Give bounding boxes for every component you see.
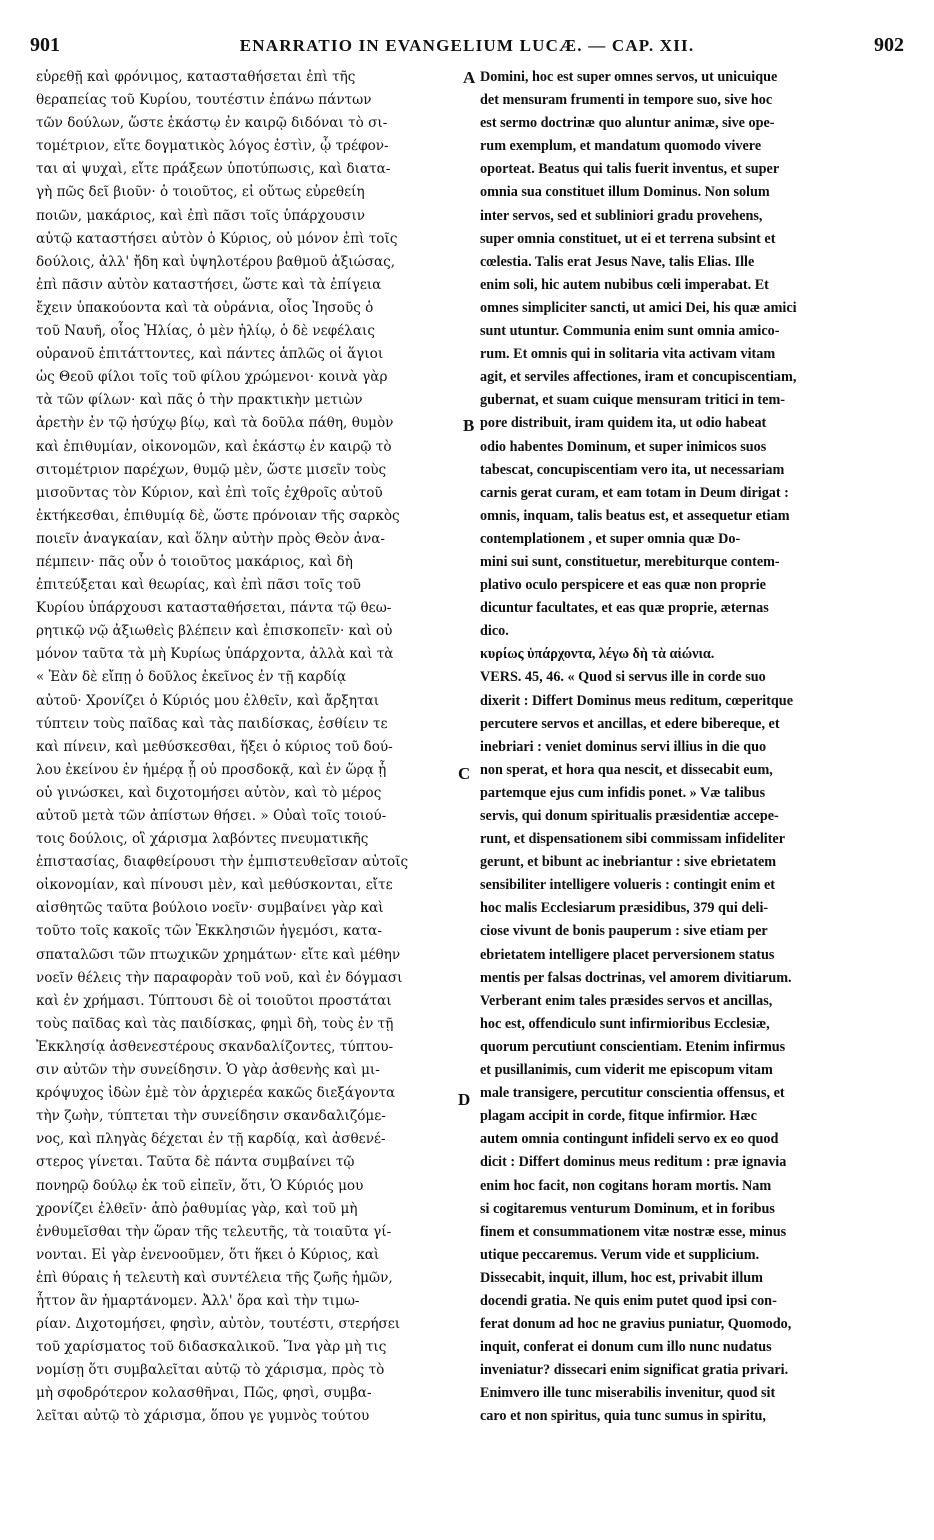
text-line: καὶ ἐν χρήμασι. Τύπτουσι δὲ οἱ τοιοῦτοι προστάται [36,992,392,1009]
text-line: pore distribuit, iram quidem ita, ut odio habeat [480,415,767,432]
text-line: ρίαν. Διχοτομήσει, φησὶν, αὐτὸν, τουτέστι, στερήσει [36,1316,401,1333]
text-line: oporteat. Beatus qui talis fuerit inventus, et super [480,161,780,178]
text-line: autem omnia contingunt infideli servo ex eo quod [480,1131,779,1148]
text-line: τὴν ζωὴν, τύπτεται τὴν συνείδησιν σκανδαλιζόμε- [36,1108,386,1125]
text-line: inter servos, sed et subliniori gradu provehens, [480,207,763,224]
text-line: ferat donum ad hoc ne gravius puniatur, Quomodo, [480,1316,792,1333]
text-line: κρόψυχος ἰδὼν ἐμὲ τὸν ἀρχιερέα κακῶς διεξάγοντα [36,1085,396,1102]
text-line: si cogitaremus venturum Dominum, et in foribus [480,1200,775,1217]
text-line: τομέτριον, εἴτε δογματικὸς λόγος ἐστὶν, ᾧ τρέφον- [36,138,389,155]
text-line: ὡς Θεοῦ φίλοι τοῖς τοῦ φίλου χρώμενοι· κοινὰ γὰρ [36,369,388,386]
text-line: ρητικῷ νῷ ἀξιωθεὶς βλέπειν καὶ ἐπισκοπεῖν· καὶ οὐ [36,623,393,640]
text-line: dixerit : Differt Dominus meus reditum, cœperitque [480,692,793,709]
text-line: σπαταλῶσι τῶν πτωχικῶν χρημάτων· εἴτε καὶ μέθην [36,946,401,963]
text-line: plagam accipit in corde, fitque infirmior. Hæc [480,1108,757,1125]
text-line: νοεῖν θέλεις τὴν παραφορὰν τοῦ νοῦ, καὶ ἐν δόγμασι [36,969,403,986]
margin-marker-a: A [463,68,476,87]
text-line: ται αἱ ψυχαὶ, εἴτε πράξεων ὑποτύπωσις, καὶ διατα- [36,161,391,178]
text-line: est sermo doctrinæ quo aluntur animæ, sive ope- [480,115,775,132]
running-title: ENARRATIO IN EVANGELIUM LUCÆ. — CAP. XII. [239,36,695,55]
text-line: percutere servos et ancillas, et edere bibereque, et [480,715,780,732]
text-line: πονηρῷ δούλῳ ἐκ τοῦ εἰπεῖν, ὅτι, Ὁ Κύριός μου [36,1177,364,1194]
text-line: νονται. Εἰ γὰρ ἐνενοοῦμεν, ὅτι ἥκει ὁ Κύριος, καὶ [36,1246,380,1263]
text-line: dico. [480,623,509,640]
text-line: οὐ γινώσκει, καὶ διχοτομήσει αὐτὸν, καὶ τὸ μέρος [36,784,382,801]
text-line: quorum percutiunt conscientiam. Etenim infirmus [480,1038,786,1055]
text-line: αἰσθητῶς ταῦτα βούλοιο νοεῖν· συμβαίνει γὰρ καὶ [36,900,384,917]
text-line: carnis gerat curam, et eam totam in Deum dirigat : [480,484,789,501]
text-line: tabescat, concupiscentiam vero ita, ut necessariam [480,461,785,478]
text-line: ἐκτήκεσθαι, ἐπιθυμίᾳ δὲ, ὥστε πρόνοιαν τῆς σαρκὸς [36,507,400,524]
text-line: sunt utuntur. Communia enim sunt omnia amico- [480,323,780,340]
text-line: τῶν δούλων, ὥστε ἑκάστῳ ἐν καιρῷ διδόναι τὸ σι- [36,115,388,132]
text-line: ἀρετὴν ἐν τῷ ἡσύχῳ βίῳ, καὶ τὰ δοῦλα πάθη, θυμὸν [36,415,394,432]
text-line: τὰ τῶν φίλων· καὶ πᾶς ὁ τὴν πρακτικὴν μετιὼν [36,392,363,409]
text-line: ἐπὶ θύραις ἡ τελευτὴ καὶ συντέλεια τῆς ζωῆς ἡμῶν, [36,1269,393,1286]
text-line: et pusillanimis, cum viderit me episcopum vitam [480,1062,773,1079]
text-line: omnes simpliciter sancti, ut amici Dei, his quæ amici [480,299,797,316]
text-line: μὴ σφοδρότερον κολασθῆναι, Πῶς, φησὶ, συμβα- [36,1385,372,1402]
text-line: dicuntur facultates, et eas quæ proprie, æternas [480,600,769,617]
text-line: αὐτοῦ· Χρονίζει ὁ Κύριός μου ἐλθεῖν, καὶ ἄρξηται [36,692,380,709]
text-line: gerunt, et bibunt ac inebriantur : sive ebrietatem [480,854,777,871]
text-line: ciose vivunt de bonis pauperum : sive etiam per [480,923,768,940]
text-line: dicit : Differt dominus meus reditum : præ ignavia [480,1154,787,1171]
text-line: cœlestia. Talis erat Jesus Nave, talis Elias. Ille [480,253,755,270]
latin-column [480,66,900,1429]
text-line: εὑρεθῇ καὶ φρόνιμος, κατασταθήσεται ἐπὶ τῆς [36,69,356,85]
text-line: μόνον ταῦτα τὰ μὴ Κυρίως ὑπάρχοντα, ἀλλὰ καὶ τὰ [36,646,394,663]
text-line: omnis, inquam, talis beatus est, et assequetur etiam [480,507,790,524]
text-line: Ἐκκλησίᾳ ἀσθενεστέρους σκανδαλίζοντες, τύπτου- [36,1038,394,1055]
text-line: inquit, conferat ei donum cum illo nunc nudatus [480,1339,772,1356]
text-line: docendi gratia. Ne quis enim putet quod ipsi con- [480,1292,777,1309]
text-line: σιτομέτριον παρέχων, θυμῷ μὲν, ὥστε μισεῖν τοὺς [36,461,387,478]
text-line: Domini, hoc est super omnes servos, ut unicuique [480,69,778,85]
text-line: VERS. 45, 46. « Quod si servus ille in corde suo [480,669,766,686]
text-line: inebriari : veniet dominus servi illius in die quo [480,738,767,755]
page-number-right: 902 [874,34,904,56]
text-line: gubernat, et suam cuique mensuram tritici in tem- [480,392,785,409]
text-line: partemque ejus cum infidis ponet. » Væ talibus [480,784,766,801]
text-line: ἐπιστασίας, διαφθείρουσι τὴν ἐμπιστευθεῖσαν αὐτοῖς [36,854,409,871]
text-line: utique peccaremus. Verum vide et supplicium. [480,1246,760,1263]
text-line: plativo oculo perspicere et eas quæ non proprie [480,577,766,594]
text-line: αὐτῷ καταστήσει αὐτὸν ὁ Κύριος, οὐ μόνον ἐπὶ τοῖς [36,230,398,247]
text-line: γὴ πῶς δεῖ βιοῦν· ὁ τοιοῦτος, εἰ οὕτως εὑρεθείη [36,184,365,201]
text-line: τοὺς παῖδας καὶ τὰς παιδίσκας, φημὶ δὴ, τοὺς ἐν τῇ [36,1015,394,1032]
text-line: ἔχειν ὑπακούοντα καὶ τὰ οὐράνια, οἷος Ἰησοῦς ὁ [36,299,374,316]
text-line: hoc malis Ecclesiarum præsidibus, 379 qui deli- [480,900,769,917]
greek-column [36,66,460,1429]
text-line: τοῦ χαρίσματος τοῦ διδασκαλικοῦ. Ἵνα γὰρ μὴ τις [36,1339,387,1356]
text-line: μισοῦντας τὸν Κύριον, καὶ ἐπὶ τοῖς ἐχθροῖς αὐτοῦ [36,484,383,501]
text-line: omnia sua constituet illum Dominus. Non solum [480,184,770,201]
text-line: rum exemplum, et mandatum quomodo vivere [480,138,762,155]
text-line: θεραπείας τοῦ Κυρίου, τουτέστιν ἐπάνω πάντων [36,92,372,109]
text-line: οὐρανοῦ ἐπιτάττοντες, καὶ πάντες ἁπλῶς οἱ ἅγιοι [36,346,384,363]
text-line: στερος γίνεται. Ταῦτα δὲ πάντα συμβαίνει τῷ [36,1154,355,1171]
text-line: νομίσῃ ὅτι συμβαλεῖται αὐτῷ τὸ χάρισμα, πρὸς τὸ [36,1362,385,1379]
text-line: caro et non spiritus, quia tunc sumus in spiritu, [480,1408,766,1425]
text-line: « Ἐὰν δὲ εἴπῃ ὁ δοῦλος ἐκεῖνος ἐν τῇ καρδίᾳ [36,669,347,686]
text-line: ebrietatem intelligere placet perversionem status [480,946,775,963]
margin-marker-b: B [463,416,475,435]
text-line: det mensuram frumenti in tempore suo, sive hoc [480,92,773,109]
text-line: χρονίζει ἐλθεῖν· ἀπὸ ῥαθυμίας γὰρ, καὶ τοῦ μὴ [36,1200,358,1217]
text-line: καὶ πίνειν, καὶ μεθύσκεσθαι, ἥξει ὁ κύριος τοῦ δού- [36,738,393,755]
margin-marker-c: C [458,764,471,783]
text-line: finem et consummationem vitæ nostræ esse, minus [480,1223,787,1240]
text-line: mentis per falsas doctrinas, vel amorem divitiarum. [480,969,792,986]
text-line: super omnia constituet, ut ei et terrena subsint et [480,230,776,247]
text-line: Κυρίου ὑπάρχουσι κατασταθήσεται, πάντα τῷ θεω- [36,600,392,617]
text-line: mini sui sunt, constituetur, merebiturque contem- [480,553,780,570]
text-line: νος, καὶ πληγὰς δέχεται ἐν τῇ καρδίᾳ, καὶ ἀσθενέ- [36,1131,386,1148]
text-line: πέμπειν· πᾶς οὖν ὁ τοιοῦτος μακάριος, καὶ δὴ [36,553,353,570]
text-line: odio habentes Dominum, et super inimicos suos [480,438,767,455]
text-line: hoc est, offendiculo sunt infirmioribus Ecclesiæ, [480,1015,770,1032]
text-line: male transigere, percutitur conscientia offensus, et [480,1085,785,1102]
text-line: ἧττον ἂν ἡμαρτάνομεν. Ἀλλ' ὅρα καὶ τὴν τιμω- [36,1292,360,1309]
text-line: σιν αὐτῶν τὴν συνείδησιν. Ὁ γὰρ ἀσθενὴς καὶ μι- [36,1062,380,1079]
text-line: τοῦτο τοῖς κακοῖς τῶν Ἐκκλησιῶν ἡγεμόσι, κατα- [36,923,382,940]
text-line: λεῖται αὐτῷ τὸ χάρισμα, ὅπου γε γυμνὸς τούτου [36,1408,370,1425]
text-line: τύπτειν τοὺς παῖδας καὶ τὰς παιδίσκας, ἐσθίειν τε [36,715,388,732]
text-line: contemplationem , et super omnia quæ Do- [480,530,741,547]
text-line: κυρίως ὑπάρχοντα, λέγω δὴ τὰ αἰώνια. [480,646,715,663]
text-line: ποιῶν, μακάριος, καὶ ἐπὶ πᾶσι τοῖς ὑπάρχουσιν [36,207,366,224]
text-line: sensibiliter intelligere volueris : contingit enim et [480,877,776,894]
text-line: rum. Et omnis qui in solitaria vita activam vitam [480,346,776,363]
text-line: servis, qui donum spiritualis præsidentiæ accepe- [480,808,779,824]
text-line: τοῦ Ναυῆ, οἷος Ἠλίας, ὁ μὲν ἡλίῳ, ὁ δὲ νεφέλαις [36,323,375,340]
text-line: enim soli, hic autem nubibus cœli imperabat. Et [480,276,769,293]
margin-marker-d: D [458,1090,471,1109]
text-line: runt, et dispensationem sibi commissam infideliter [480,831,786,848]
text-line: Enimvero ille tunc miserabilis invenitur, quod sit [480,1385,776,1402]
text-line: non sperat, et hora qua nescit, et dissecabit eum, [480,761,773,778]
text-line: ἐπιτεύξεται καὶ θεωρίας, καὶ ἐπὶ πᾶσι τοῖς τοῦ [36,577,361,594]
text-line: inveniatur? dissecari enim significat gratia privari. [480,1362,789,1379]
text-line: enim hoc facit, non cogitans horam mortis. Nam [480,1177,772,1194]
text-line: Verberant enim tales præsides servos et ancillas, [480,992,773,1009]
text-line: δούλοις, ἀλλ' ἤδη καὶ ὑψηλοτέρου βαθμοῦ ἀξιώσας, [36,253,396,270]
text-line: οἰκονομίαν, καὶ πίνουσι μὲν, καὶ μεθύσκονται, εἴτε [36,877,393,894]
text-line: τοις δούλοις, οἳ χάρισμα λαβόντες πνευματικῆς [36,831,369,848]
page-header [0,34,934,64]
text-line: Dissecabit, inquit, illum, hoc est, privabit illum [480,1269,763,1286]
text-line: καὶ ἐπιθυμίαν, οἰκονομῶν, καὶ ἑκάστῳ ἐν καιρῷ τὸ [36,438,392,455]
text-line: ἐπὶ πᾶσιν αὐτὸν καταστήσει, ὥστε καὶ τὰ ἐπίγεια [36,276,382,293]
text-line: αὐτοῦ μετὰ τῶν ἀπίστων θήσει. » Οὐαὶ τοῖς τοιού- [36,808,387,824]
page-number-left: 901 [30,34,60,56]
text-line: ποιεῖν ἀναγκαίαν, καὶ ὅλην αὐτὴν πρὸς Θεὸν ἀνα- [36,530,386,547]
text-line: agit, et serviles affectiones, iram et concupiscentiam, [480,369,797,386]
text-line: λου ἐκείνου ἐν ἡμέρᾳ ᾗ οὐ προσδοκᾷ, καὶ ἐν ὥρᾳ ᾗ [36,761,387,778]
text-line: ἐνθυμεῖσθαι τὴν ὥραν τῆς τελευτῆς, τὰ τοιαῦτα γί- [36,1223,392,1240]
